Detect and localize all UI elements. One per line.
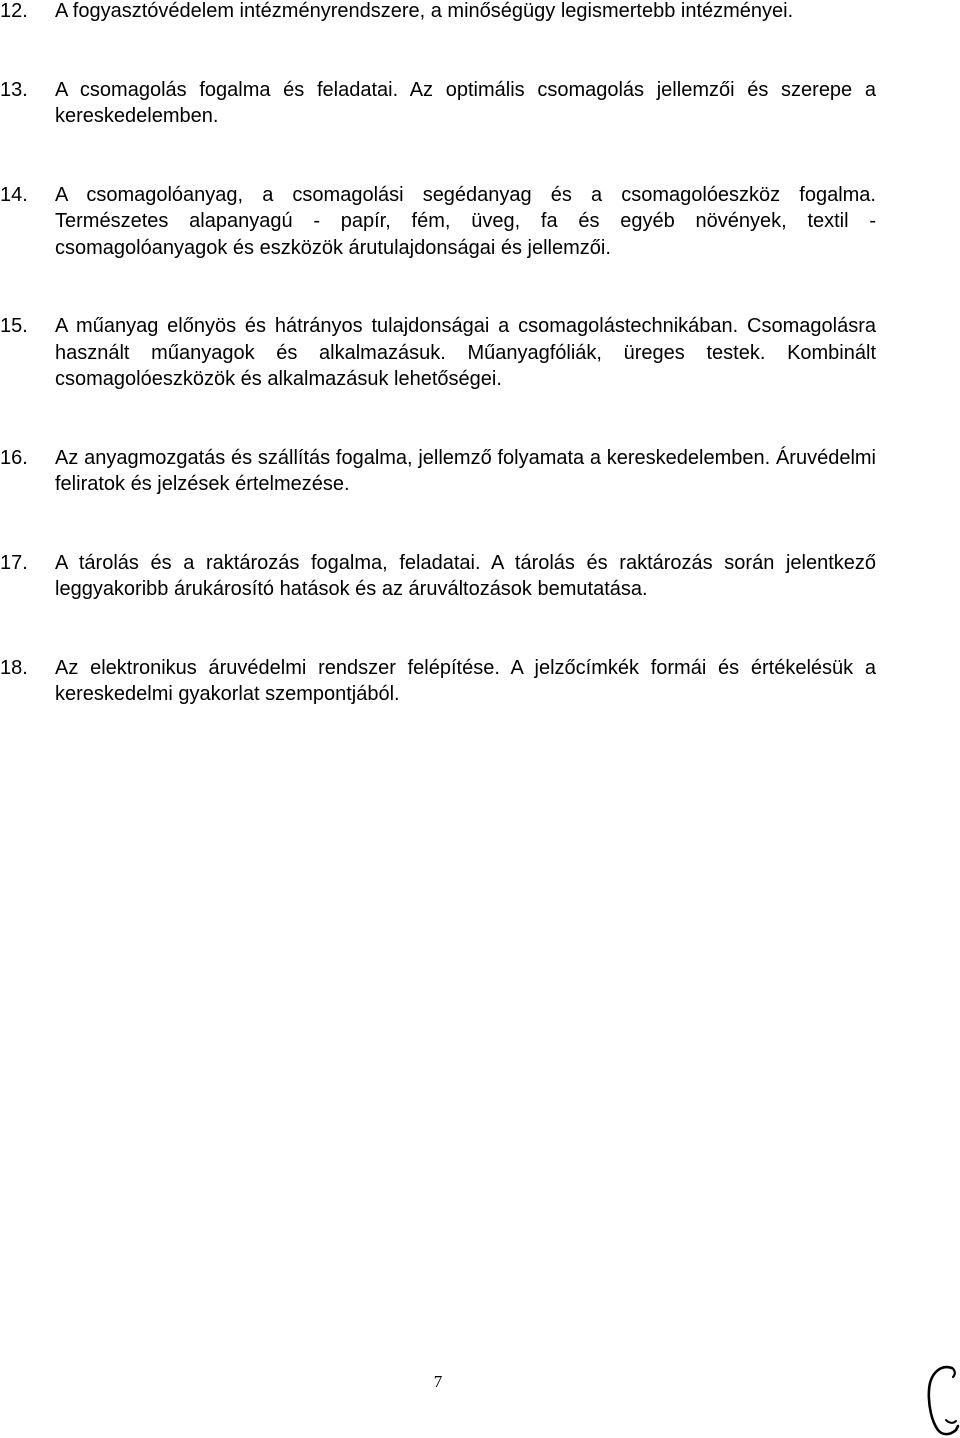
list-item: [0, 182, 960, 262]
list-item: [0, 445, 960, 498]
list-item: [0, 77, 960, 130]
signature-icon: [922, 1360, 960, 1438]
item-number: 14.: [0, 183, 28, 206]
item-text: Az elektronikus áruvédelmi rendszer felépítése. A jelzőcímkék formái és értékelésük a kereskedelmi gyakorlat szempontjából.: [55, 656, 876, 705]
page-number: 7: [433, 1372, 443, 1391]
list-item: [0, 313, 960, 393]
item-number: 15.: [0, 315, 28, 337]
item-text: A tárolás és a raktározás fogalma, feladatai. A tárolás és raktározás során jelentkező leggyakoribb árukárosító hatások és az áruváltozások bemutatása.: [55, 551, 876, 600]
item-number: 17.: [0, 551, 28, 574]
item-number: 12.: [0, 0, 28, 22]
item-text: A műanyag előnyös és hátrányos tulajdonságai a csomagolástechnikában. Csomagolásra használt műanyagok és alkalmazásuk. Műanyagfóliák, üreges testek. Kombinált csomagolóeszközök és alkalmazásuk lehetőségei.: [55, 315, 876, 390]
item-text: A csomagolóanyag, a csomagolási segédanyag és a csomagolóeszköz fogalma. Természetes alapanyagú - papír, fém, üveg, fa és egyéb növények, textil - csomagolóanyagok és eszközök árutulajdonságai és jellemzői.: [55, 183, 876, 259]
item-number: 18.: [0, 656, 28, 679]
list-item: [0, 0, 960, 25]
item-text: A csomagolás fogalma és feladatai. Az optimális csomagolás jellemzői és szerepe a kereskedelemben.: [55, 78, 876, 127]
list-item: [0, 550, 960, 603]
list-item: [0, 655, 960, 708]
item-text: Az anyagmozgatás és szállítás fogalma, jellemző folyamata a kereskedelemben. Áruvédelmi feliratok és jelzések értelmezése.: [55, 446, 876, 495]
item-number: 16.: [0, 446, 28, 469]
item-number: 13.: [0, 78, 28, 101]
item-text: A fogyasztóvédelem intézményrendszere, a minőségügy legismertebb intézményei.: [55, 0, 794, 22]
